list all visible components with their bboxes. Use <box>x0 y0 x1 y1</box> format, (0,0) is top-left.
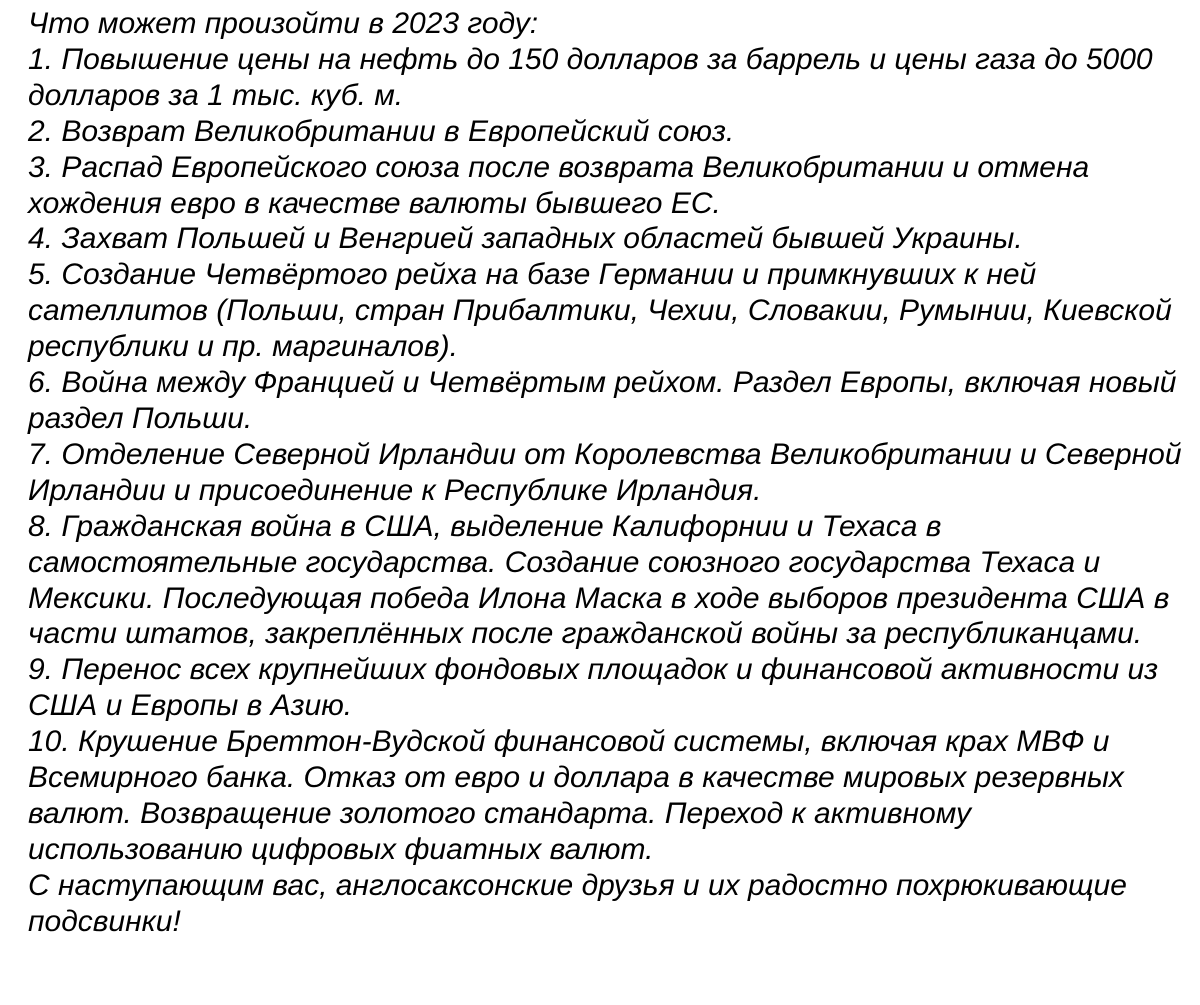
list-item-4: 4. Захват Польшей и Венгрией западных областей бывшей Украины. <box>28 222 1023 256</box>
list-item-2: 2. Возврат Великобритании в Европейский союз. <box>28 114 735 148</box>
closing-line: С наступающим вас, англосаксонские друзья и их радостно похрюкивающие подсвинки! <box>28 868 1127 938</box>
list-item-8: 8. Гражданская война в США, выделение Калифорнии и Техаса в самостоятельные государства. Создание союзного государства Техаса и Мексики. Последующая победа Илона Маска в ходе выборов президента США в части штатов, закреплённых после гражданской войны за республиканцами. <box>28 509 1170 651</box>
list-item-1: 1. Повышение цены на нефть до 150 долларов за баррель и цены газа до 5000 долларов за 1 тыс. куб. м. <box>28 42 1153 112</box>
list-item-6: 6. Война между Францией и Четвёртым рейхом. Раздел Европы, включая новый раздел Польши. <box>28 366 1177 435</box>
list-item-3: 3. Распад Европейского союза после возврата Великобритании и отмена хождения евро в качестве валюты бывшего ЕС. <box>28 150 1090 220</box>
list-item-10: 10. Крушение Бреттон-Вудской финансовой системы, включая крах МВФ и Всемирного банка. Отказ от евро и доллара в качестве мировых резервных валют. Возвращение золотого стандарта. Переход к активному использованию цифровых фиатных валют. <box>28 725 1124 866</box>
list-item-7: 7. Отделение Северной Ирландии от Королевства Великобритании и Северной Ирландии и присоединение к Республике Ирландия. <box>28 437 1182 507</box>
document-text <box>28 6 1188 940</box>
list-item-9: 9. Перенос всех крупнейших фондовых площадок и финансовой активности из США и Европы в Азию. <box>28 653 1159 723</box>
list-item-5: 5. Создание Четвёртого рейха на базе Германии и примкнувших к ней сателлитов (Польши, стран Прибалтики, Чехии, Словакии, Румынии, Киевской республики и пр. маргиналов). <box>28 258 1172 364</box>
document-heading: Что может произойти в 2023 году: <box>28 7 539 40</box>
